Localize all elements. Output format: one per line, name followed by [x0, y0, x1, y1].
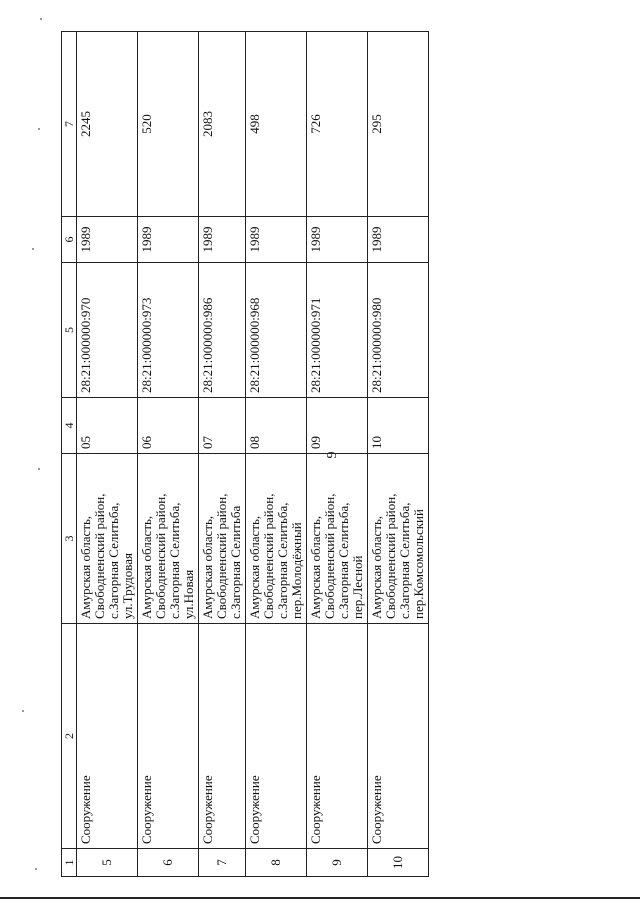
scan-speck	[32, 248, 34, 250]
cadastral-number: 28:21:000000:970	[77, 263, 138, 398]
value: 726	[307, 32, 368, 217]
address: Амурская область, Свободненский район, с.Загорная Селитьба, пер.Молодёжный	[246, 454, 307, 624]
row-number: 10	[368, 849, 429, 877]
year: 1989	[246, 217, 307, 263]
page-number: 9	[325, 451, 340, 459]
scan-speck	[38, 468, 40, 470]
value: 520	[138, 32, 199, 217]
object-type: Сооружение	[307, 624, 368, 849]
table-row	[307, 32, 368, 877]
cadastral-number: 28:21:000000:986	[199, 263, 246, 398]
table-row	[368, 32, 429, 877]
row-number: 7	[199, 849, 246, 877]
address: Амурская область, Свободненский район, с.Загорная Селитьба, ул.Трудовая	[77, 454, 138, 624]
object-type: Сооружение	[77, 624, 138, 849]
address: Амурская область, Свободненский район, с.Загорная Селитьба, ул.Новая	[138, 454, 199, 624]
code: 10	[368, 398, 429, 454]
object-type: Сооружение	[246, 624, 307, 849]
object-type: Сооружение	[138, 624, 199, 849]
value: 295	[368, 32, 429, 217]
year: 1989	[368, 217, 429, 263]
row-number: 5	[77, 849, 138, 877]
cadastral-number: 28:21:000000:971	[307, 263, 368, 398]
code: 09	[307, 398, 368, 454]
value: 498	[246, 32, 307, 217]
table-row	[77, 32, 138, 877]
object-type: Сооружение	[199, 624, 246, 849]
header-cell: 1	[62, 849, 77, 877]
value: 2083	[199, 32, 246, 217]
scan-edge-line	[0, 897, 640, 899]
header-cell: 6	[62, 217, 77, 263]
table-row	[199, 32, 246, 877]
scan-speck	[22, 710, 24, 712]
code: 08	[246, 398, 307, 454]
address: Амурская область, Свободненский район, с.Загорная Селитьба, пер.Лесной	[307, 454, 368, 624]
header-cell: 7	[62, 32, 77, 217]
scan-speck	[38, 128, 40, 130]
year: 1989	[77, 217, 138, 263]
year: 1989	[138, 217, 199, 263]
scan-speck	[35, 868, 37, 870]
row-number: 8	[246, 849, 307, 877]
year: 1989	[307, 217, 368, 263]
scan-speck	[40, 18, 42, 20]
property-table	[61, 31, 429, 877]
object-type: Сооружение	[368, 624, 429, 849]
header-cell: 5	[62, 263, 77, 398]
header-cell: 2	[62, 624, 77, 849]
row-number: 9	[307, 849, 368, 877]
code: 06	[138, 398, 199, 454]
cadastral-number: 28:21:000000:968	[246, 263, 307, 398]
address: Амурская область, Свободненский район, с.Загорная Селитьба, пер.Комсомольский	[368, 454, 429, 624]
year: 1989	[199, 217, 246, 263]
code: 05	[77, 398, 138, 454]
address: Амурская область, Свободненский район, с.Загорная Селитьба	[199, 454, 246, 624]
cadastral-number: 28:21:000000:973	[138, 263, 199, 398]
header-cell: 4	[62, 398, 77, 454]
table-row	[138, 32, 199, 877]
table-header-row	[62, 32, 77, 877]
table-container	[61, 32, 426, 877]
row-number: 6	[138, 849, 199, 877]
value: 2245	[77, 32, 138, 217]
cadastral-number: 28:21:000000:980	[368, 263, 429, 398]
code: 07	[199, 398, 246, 454]
table-row	[246, 32, 307, 877]
header-cell: 3	[62, 454, 77, 624]
